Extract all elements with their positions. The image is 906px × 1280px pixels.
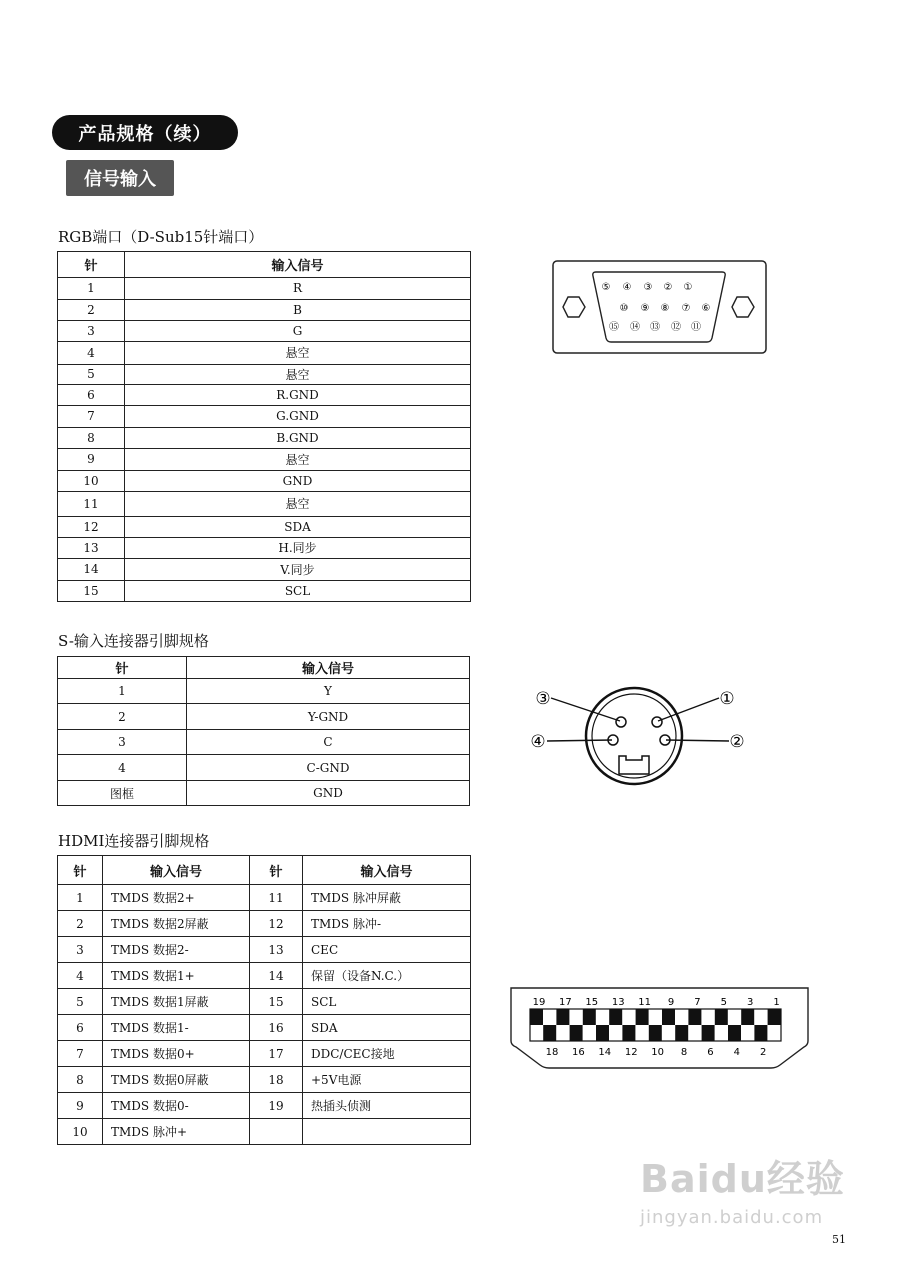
signal-cell: GND (125, 470, 471, 491)
pin-cell: 19 (250, 1093, 303, 1119)
dsub-pin-11: ⑪ (691, 322, 701, 333)
signal-cell: TMDS 数据2+ (103, 885, 250, 911)
hdmi-top-pin-label: 19 (532, 997, 546, 1008)
hdmi-pin-contact (530, 1009, 543, 1025)
svideo-row (58, 730, 470, 755)
svideo-label-3: ③ (535, 689, 551, 709)
signal-cell: DDC/CEC接地 (303, 1041, 471, 1067)
hdmi-pin-contact (662, 1009, 675, 1025)
signal-cell: 悬空 (125, 448, 471, 470)
pin-cell: 12 (58, 516, 125, 537)
signal-cell: TMDS 数据0屏蔽 (103, 1067, 250, 1093)
hdmi-pin-contact (622, 1025, 635, 1041)
rgb-row (58, 448, 471, 470)
rgb-row (58, 320, 471, 341)
rgb-title: RGB端口（D-Sub15针端口） (58, 228, 264, 246)
pin-cell: 1 (58, 885, 103, 911)
hdmi-bottom-pin-label: 6 (707, 1047, 714, 1058)
hdmi-table (57, 855, 471, 1145)
signal-cell: Y-GND (187, 704, 470, 730)
pin-cell: 6 (58, 1015, 103, 1041)
pin-cell: 14 (250, 963, 303, 989)
rgb-row (58, 491, 471, 516)
rgb-col-pin: 针 (58, 252, 125, 278)
hdmi-pin-contact (596, 1025, 609, 1041)
pin-cell: 4 (58, 341, 125, 364)
rgb-row (58, 427, 471, 448)
signal-cell: TMDS 数据1屏蔽 (103, 989, 250, 1015)
svideo-row (58, 755, 470, 781)
dsub-pin-14: ⑭ (630, 322, 640, 333)
pin-cell: 1 (58, 679, 187, 704)
hdmi-bottom-pin-label: 16 (572, 1047, 585, 1058)
svideo-row (58, 781, 470, 806)
pin-cell: 10 (58, 1119, 103, 1145)
hdmi-col-signal-a: 输入信号 (103, 856, 250, 885)
rgb-row (58, 516, 471, 537)
subsection-title: 信号输入 (66, 160, 174, 196)
hdmi-col-pin-a: 针 (58, 856, 103, 885)
signal-cell: TMDS 脉冲- (303, 911, 471, 937)
signal-cell: B.GND (125, 427, 471, 448)
hdmi-connector-diagram (508, 985, 812, 1071)
hdmi-top-pin-label: 9 (667, 997, 675, 1008)
pin-cell: 15 (250, 989, 303, 1015)
hdmi-row (58, 1119, 471, 1145)
pin-cell: 2 (58, 299, 125, 320)
dsub-pin-10: ⑩ (619, 303, 629, 314)
hdmi-top-pin-label: 11 (638, 997, 651, 1008)
signal-cell: SCL (125, 580, 471, 601)
hdmi-bottom-pin-label: 2 (760, 1047, 767, 1058)
svideo-pin-1 (652, 717, 662, 727)
rgb-row (58, 405, 471, 427)
hdmi-row (58, 1041, 471, 1067)
signal-cell: TMDS 数据1+ (103, 963, 250, 989)
hdmi-row (58, 1093, 471, 1119)
rgb-row (58, 558, 471, 580)
rgb-row (58, 537, 471, 558)
rgb-row (58, 341, 471, 364)
pin-cell (250, 1119, 303, 1145)
signal-cell: TMDS 数据0- (103, 1093, 250, 1119)
pin-cell: 15 (58, 580, 125, 601)
signal-cell: V.同步 (125, 558, 471, 580)
hdmi-pin-contact (768, 1009, 781, 1025)
hdmi-row (58, 937, 471, 963)
hdmi-bottom-pin-label: 14 (598, 1047, 612, 1058)
svideo-col-pin: 针 (58, 657, 187, 679)
pin-cell: 13 (250, 937, 303, 963)
hdmi-pin-contact (754, 1025, 767, 1041)
hdmi-bottom-pin-label: 10 (651, 1047, 664, 1058)
hdmi-top-pin-label: 3 (747, 997, 754, 1008)
signal-cell: 悬空 (125, 341, 471, 364)
rgb-row (58, 384, 471, 405)
signal-cell: CEC (303, 937, 471, 963)
hdmi-title: HDMI连接器引脚规格 (58, 832, 210, 850)
svideo-label-1: ① (719, 689, 735, 709)
pin-cell: 3 (58, 320, 125, 341)
signal-cell: TMDS 数据1- (103, 1015, 250, 1041)
hdmi-top-pin-label: 1 (773, 997, 780, 1008)
hdmi-top-pin-label: 7 (694, 997, 701, 1008)
rgb-row (58, 299, 471, 320)
signal-cell: SCL (303, 989, 471, 1015)
hdmi-pin-contact (728, 1025, 741, 1041)
dsub-pin-2: ② (663, 282, 673, 293)
signal-cell: H.同步 (125, 537, 471, 558)
pin-cell: 2 (58, 911, 103, 937)
rgb-row (58, 364, 471, 384)
svideo-row (58, 704, 470, 730)
signal-cell: TMDS 脉冲+ (103, 1119, 250, 1145)
watermark-brand: Baidu经验 (640, 1157, 845, 1201)
pin-cell: 5 (58, 364, 125, 384)
pin-cell: 7 (58, 1041, 103, 1067)
hdmi-row (58, 963, 471, 989)
pin-cell: 9 (58, 448, 125, 470)
pin-cell: 18 (250, 1067, 303, 1093)
pin-cell: 11 (250, 885, 303, 911)
hdmi-pin-contact (556, 1009, 569, 1025)
dsub-pin-6: ⑥ (701, 303, 711, 314)
signal-cell: TMDS 数据0+ (103, 1041, 250, 1067)
svideo-table (57, 656, 470, 806)
dsub-pin-12: ⑫ (671, 322, 681, 333)
dsub-pin-13: ⑬ (650, 322, 660, 333)
pin-cell: 3 (58, 730, 187, 755)
pin-cell: 12 (250, 911, 303, 937)
hdmi-pin-contact (583, 1009, 596, 1025)
section-title: 产品规格（续） (52, 115, 238, 150)
svideo-key (619, 756, 649, 774)
hdmi-row (58, 885, 471, 911)
pin-cell: 10 (58, 470, 125, 491)
pin-cell: 9 (58, 1093, 103, 1119)
dsub-pin-5: ⑤ (601, 282, 611, 293)
signal-cell: TMDS 数据2屏蔽 (103, 911, 250, 937)
dsub-pin-4: ④ (622, 282, 632, 293)
hdmi-pin-contact (649, 1025, 662, 1041)
rgb-col-signal: 输入信号 (125, 252, 471, 278)
rgb-row (58, 580, 471, 601)
hdmi-bottom-pin-label: 8 (680, 1047, 688, 1058)
pin-cell: 8 (58, 427, 125, 448)
pin-cell: 3 (58, 937, 103, 963)
rgb-row (58, 278, 471, 300)
pin-cell: 8 (58, 1067, 103, 1093)
dsub-pin-3: ③ (643, 282, 653, 293)
dsub15-connector-diagram (552, 260, 768, 356)
pin-cell: 4 (58, 963, 103, 989)
hdmi-pin-contact (636, 1009, 649, 1025)
hdmi-bottom-pin-label: 12 (624, 1047, 638, 1058)
pin-cell: 5 (58, 989, 103, 1015)
hdmi-row (58, 1067, 471, 1093)
baidu-watermark (640, 1148, 845, 1228)
signal-cell: SDA (303, 1015, 471, 1041)
signal-cell: SDA (125, 516, 471, 537)
hdmi-pin-contact (741, 1009, 754, 1025)
signal-cell: C-GND (187, 755, 470, 781)
hdmi-pin-contact (609, 1009, 622, 1025)
hdmi-pin-contact (715, 1009, 728, 1025)
pin-cell: 2 (58, 704, 187, 730)
hdmi-top-pin-label: 5 (720, 997, 727, 1008)
dsub-pin-7: ⑦ (681, 303, 691, 314)
hdmi-col-signal-b: 输入信号 (303, 856, 471, 885)
pin-cell: 4 (58, 755, 187, 781)
signal-cell: 热插头侦测 (303, 1093, 471, 1119)
hdmi-row (58, 1015, 471, 1041)
pin-cell: 17 (250, 1041, 303, 1067)
signal-cell: 悬空 (125, 491, 471, 516)
hdmi-pin-contact (543, 1025, 556, 1041)
signal-cell: G.GND (125, 405, 471, 427)
svideo-row (58, 679, 470, 704)
svideo-label-2: ② (729, 732, 745, 752)
hdmi-pin-contact (688, 1009, 701, 1025)
dsub-pin-9: ⑨ (640, 303, 650, 314)
svideo-connector-diagram (525, 680, 755, 800)
svideo-label-4: ④ (530, 732, 546, 752)
hdmi-pin-contact (570, 1025, 583, 1041)
hdmi-col-pin-b: 针 (250, 856, 303, 885)
pin-cell: 13 (58, 537, 125, 558)
signal-cell (303, 1119, 471, 1145)
pin-cell: 1 (58, 278, 125, 300)
pin-cell: 11 (58, 491, 125, 516)
hdmi-pin-contact (675, 1025, 688, 1041)
svideo-pin-3 (616, 717, 626, 727)
hdmi-bottom-pin-label: 18 (545, 1047, 559, 1058)
signal-cell: TMDS 脉冲屏蔽 (303, 885, 471, 911)
hdmi-bottom-pin-label: 4 (733, 1047, 740, 1058)
hdmi-top-pin-label: 17 (559, 997, 572, 1008)
svideo-title: S-输入连接器引脚规格 (58, 632, 209, 650)
signal-cell: B (125, 299, 471, 320)
dsub-pin-8: ⑧ (660, 303, 670, 314)
signal-cell: 保留（设备N.C.） (303, 963, 471, 989)
watermark-url: jingyan.baidu.com (640, 1207, 824, 1228)
page-number: 51 (832, 1233, 846, 1246)
signal-cell: TMDS 数据2- (103, 937, 250, 963)
hdmi-top-pin-label: 15 (585, 997, 599, 1008)
pin-cell: 7 (58, 405, 125, 427)
pin-cell: 图框 (58, 781, 187, 806)
dsub-pin-15: ⑮ (609, 322, 619, 333)
rgb-table (57, 251, 471, 602)
signal-cell: R (125, 278, 471, 300)
hdmi-row (58, 911, 471, 937)
hdmi-row (58, 989, 471, 1015)
signal-cell: Y (187, 679, 470, 704)
signal-cell: R.GND (125, 384, 471, 405)
rgb-row (58, 470, 471, 491)
signal-cell: GND (187, 781, 470, 806)
pin-cell: 16 (250, 1015, 303, 1041)
signal-cell: C (187, 730, 470, 755)
signal-cell: +5V电源 (303, 1067, 471, 1093)
hdmi-pin-contact (702, 1025, 715, 1041)
pin-cell: 14 (58, 558, 125, 580)
signal-cell: 悬空 (125, 364, 471, 384)
hdmi-top-pin-label: 13 (611, 997, 625, 1008)
pin-cell: 6 (58, 384, 125, 405)
signal-cell: G (125, 320, 471, 341)
dsub-pin-1: ① (683, 282, 693, 293)
svideo-col-signal: 输入信号 (187, 657, 470, 679)
